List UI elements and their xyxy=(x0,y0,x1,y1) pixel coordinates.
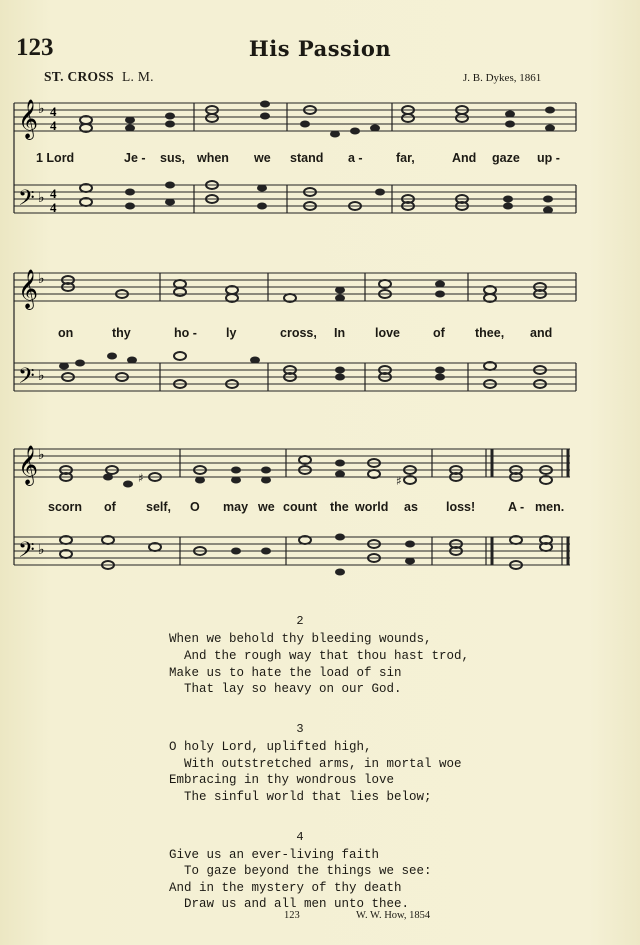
svg-text:♭: ♭ xyxy=(38,368,45,384)
lyric-syllable: stand xyxy=(290,151,324,165)
svg-text:♯: ♯ xyxy=(138,471,144,485)
composer: J. B. Dykes, 1861 xyxy=(463,72,542,84)
text-author: W. W. How, 1854 xyxy=(356,910,431,921)
treble-clef: 𝄞 xyxy=(18,445,39,485)
lyric-syllable: thy xyxy=(112,326,131,340)
verse-line: Embracing in thy wondrous love xyxy=(169,773,395,787)
lyric-syllable: O xyxy=(190,500,200,514)
tune-name: ST. CROSS xyxy=(44,69,114,84)
verse-line: To gaze beyond the things we see: xyxy=(184,864,432,878)
lyric-syllable: scorn xyxy=(48,500,83,514)
lyric-syllable: gaze xyxy=(492,151,520,165)
verse-line: Make us to hate the load of sin xyxy=(169,666,402,680)
bass-clef: 𝄢 xyxy=(18,364,35,394)
verse-number: 3 xyxy=(296,722,304,736)
lyric-syllable: love xyxy=(375,326,401,340)
lyric-syllable: a - xyxy=(348,151,363,165)
lyric-syllable: self, xyxy=(146,500,172,514)
svg-text:4: 4 xyxy=(50,118,57,133)
svg-text:♭: ♭ xyxy=(38,190,45,206)
section-title: His Passion xyxy=(248,36,392,61)
lyric-syllable: up - xyxy=(537,151,560,165)
lyric-syllable: we xyxy=(254,151,271,165)
treble-clef: 𝄞 xyxy=(18,269,39,309)
lyric-syllable: of xyxy=(104,500,116,514)
lyric-syllable: as xyxy=(404,500,418,514)
bass-clef: 𝄢 xyxy=(18,186,35,216)
lyric-syllable: on xyxy=(58,326,74,340)
svg-text:♭: ♭ xyxy=(38,101,45,117)
verse-line: With outstretched arms, in mortal woe xyxy=(184,757,462,771)
svg-text:♭: ♭ xyxy=(38,542,45,558)
lyric-syllable: loss! xyxy=(446,500,476,514)
lyric-syllable: cross, xyxy=(280,326,317,340)
tune-line xyxy=(44,69,154,85)
verse-line: Give us an ever-living faith xyxy=(169,848,380,862)
lyric-syllable: the xyxy=(330,500,349,514)
svg-text:4: 4 xyxy=(50,200,57,215)
lyric-syllable: and xyxy=(530,326,553,340)
verse-number: 2 xyxy=(296,614,304,628)
lyric-syllable: world xyxy=(355,500,389,514)
svg-text:♯: ♯ xyxy=(396,474,402,488)
time-signature: 4 xyxy=(50,104,57,119)
lyric-syllable: In xyxy=(334,326,346,340)
verse-line: The sinful world that lies below; xyxy=(184,790,432,804)
lyric-syllable: count xyxy=(283,500,318,514)
lyric-syllable: we xyxy=(258,500,275,514)
lyric-syllable: sus, xyxy=(160,151,186,165)
verse-line: That lay so heavy on our God. xyxy=(184,682,402,696)
lyric-syllable: ho - xyxy=(174,326,197,340)
lyric-syllable: men. xyxy=(535,500,565,514)
treble-staff xyxy=(14,103,576,131)
page-number: 123 xyxy=(284,910,300,921)
verse-line: O holy Lord, uplifted high, xyxy=(169,740,372,754)
verse-line: And the rough way that thou hast trod, xyxy=(184,649,470,663)
lyric-syllable: may xyxy=(223,500,249,514)
lyric-syllable: And xyxy=(452,151,477,165)
lyric-syllable: ly xyxy=(226,326,237,340)
verse-line: When we behold thy bleeding wounds, xyxy=(169,632,432,646)
verse-number: 4 xyxy=(296,830,304,844)
lyric-syllable: of xyxy=(433,326,445,340)
verse-line: Draw us and all men unto thee. xyxy=(184,897,410,911)
lyric-syllable: when xyxy=(197,151,229,165)
svg-text:4: 4 xyxy=(50,186,57,201)
svg-text:♭: ♭ xyxy=(38,271,45,287)
svg-text:♭: ♭ xyxy=(38,447,45,463)
lyric-syllable: thee, xyxy=(475,326,505,340)
treble-clef: 𝄞 xyxy=(18,99,39,139)
verse-line: And in the mystery of thy death xyxy=(169,881,402,895)
hymn-number: 123 xyxy=(16,34,54,61)
lyric-syllable: far, xyxy=(396,151,415,165)
lyric-syllable: 1 Lord xyxy=(36,151,75,165)
bass-staff xyxy=(14,185,576,213)
lyric-syllable: A - xyxy=(508,500,525,514)
bass-clef: 𝄢 xyxy=(18,538,35,568)
meter: L. M. xyxy=(121,69,154,84)
lyric-syllable: Je - xyxy=(124,151,146,165)
